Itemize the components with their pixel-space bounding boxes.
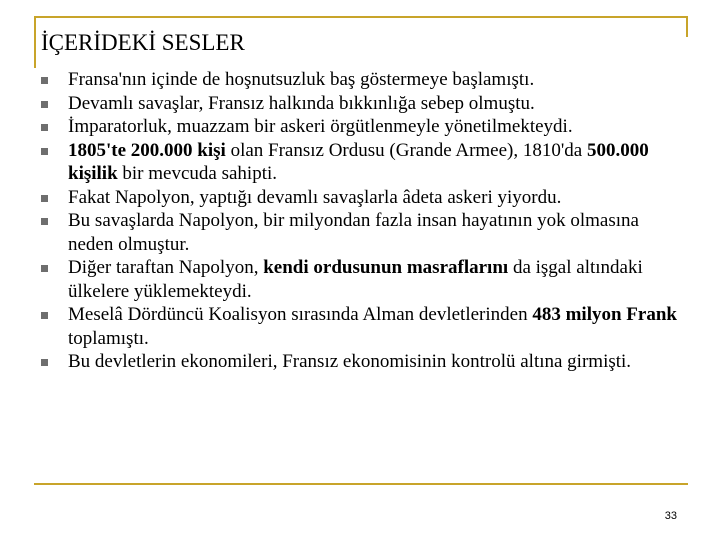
bullet-text [68,93,535,114]
bullet-text-bold: 483 milyon Frank [532,304,677,325]
bullet-text [68,140,649,185]
frame-bottom-rule [34,483,688,485]
bullet-item [40,303,680,350]
bullet-text-part: bir mevcuda sahipti. [117,163,278,184]
bullet-text-part: İmparatorluk, muazzam bir askeri örgütlenmeyle yönetilmekteydi. [68,116,573,137]
bullet-text [68,210,639,255]
bullet-list [40,68,680,374]
bullet-text-bold: 1805'te 200.000 kişi [68,139,226,161]
bullet-text [68,304,677,349]
bullet-item [40,256,680,303]
bullet-text [68,187,561,208]
bullet-text-part: Diğer taraftan Napolyon, [68,257,264,278]
bullet-text-part: Bu savaşlarda Napolyon, bir milyondan fazla insan hayatının yok olmasına neden olmuştur. [68,210,639,255]
square-bullet-icon [41,265,48,272]
bullet-text [68,257,643,302]
bullet-text-part: Meselâ Dördüncü Koalisyon sırasında Alman devletlerinden [68,304,533,325]
bullet-item [40,186,680,210]
square-bullet-icon [41,312,48,319]
slide-title: İÇERİDEKİ SESLER [41,30,245,55]
square-bullet-icon [41,359,48,366]
bullet-item [40,115,680,139]
square-bullet-icon [41,101,48,108]
bullet-text-bold: 500.000 kişilik [68,139,649,184]
bullet-item [40,209,680,256]
frame-top-rule [34,16,688,18]
square-bullet-icon [41,124,48,131]
bullet-text-part: Devamlı savaşlar, Fransız halkında bıkkınlığa sebep olmuştu. [68,92,535,114]
bullet-text [68,116,573,137]
bullet-item [40,68,680,92]
bullet-text-part: Fransa'nın içinde de hoşnutsuzluk baş göstermeye başlamıştı. [68,69,535,90]
square-bullet-icon [41,218,48,225]
bullet-text [68,351,631,372]
bullet-item [40,139,680,186]
frame-left-rule [34,16,36,68]
bullet-text-part: toplamıştı. [68,327,149,349]
bullet-item [40,350,680,374]
square-bullet-icon [41,195,48,202]
bullet-text-part: Fakat Napolyon, yaptığı devamlı savaşlarla âdeta askeri yiyordu. [68,186,562,208]
page-number: 33 [664,510,677,522]
bullet-text-part: olan Fransız Ordusu (Grande Armee), 1810'da [225,139,587,161]
square-bullet-icon [41,77,48,84]
bullet-text-part: Bu devletlerin ekonomileri, Fransız ekonomisinin kontrolü altına girmişti. [68,351,632,372]
bullet-text-part: da işgal altındaki ülkelere yüklemekteydi. [68,257,643,302]
frame-right-rule [686,16,688,37]
square-bullet-icon [41,148,48,155]
bullet-text-bold: kendi ordusunun masraflarını [263,257,509,278]
bullet-text [68,69,534,90]
bullet-item [40,92,680,116]
